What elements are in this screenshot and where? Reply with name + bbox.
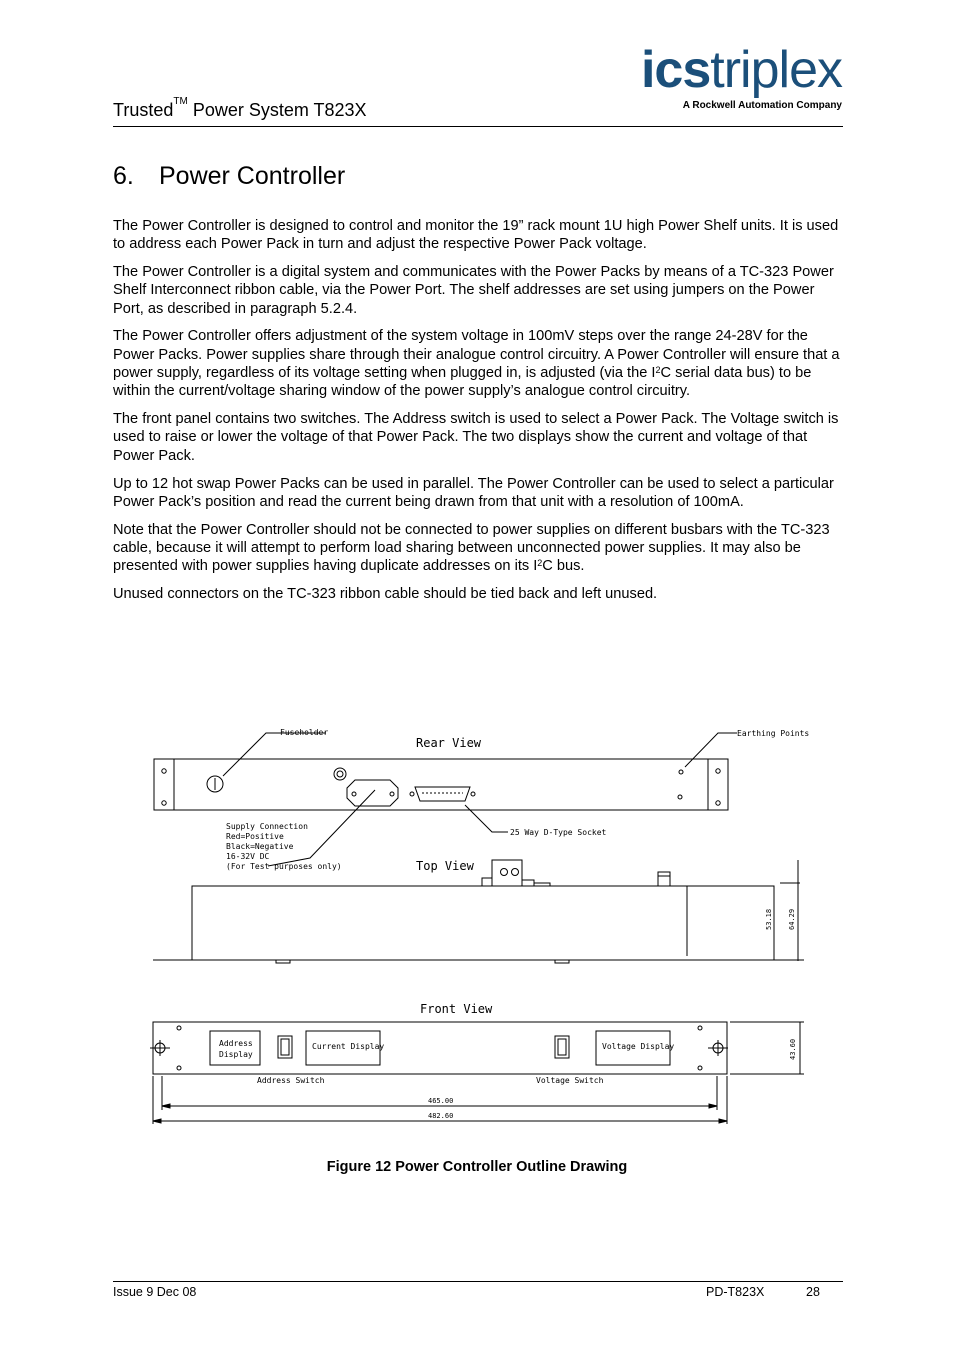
supply-label-line-4: 16-32V DC — [226, 852, 270, 861]
header-divider — [113, 126, 843, 127]
dtype-socket-icon — [410, 787, 475, 801]
top-view-dimension-1: 53.18 — [765, 908, 773, 930]
supply-label-line-3: Black=Negative — [226, 842, 294, 851]
fuseholder-label: Fuseholder — [280, 728, 329, 737]
paragraph-3 — [113, 327, 845, 400]
paragraph-3-part-b: C serial data bus) to be within the current/voltage sharing window of the power supply’s analogue control circuitry. — [113, 365, 812, 400]
width-dimension-inner: 465.00 — [428, 1097, 454, 1105]
trademark-mark: TM — [173, 96, 188, 107]
voltage-switch-label: Voltage Switch — [536, 1076, 604, 1085]
logo-wordmark — [612, 41, 842, 99]
supply-label-line-1: Supply Connection — [226, 822, 308, 831]
terminal-icon — [334, 768, 346, 780]
address-switch-label: Address Switch — [257, 1076, 325, 1085]
dtype-socket-label: 25 Way D-Type Socket — [510, 828, 607, 837]
logo-light: triplex — [710, 41, 842, 99]
earthing-point-icon — [679, 770, 683, 774]
current-display-label: Current Display — [312, 1042, 385, 1051]
paragraph-4: The front panel contains two switches. The Address switch is used to select a Power Pack. The Voltage switch is used to raise or lower the voltage of that Power Pack. The two displays show the current and voltage of that Power Pack. — [113, 411, 839, 464]
top-view-title: Top View — [416, 859, 474, 873]
width-dimension-outer: 482.60 — [428, 1112, 454, 1120]
logo-bold: ics — [640, 41, 711, 99]
paragraph-5: Up to 12 hot swap Power Packs can be used in parallel. The Power Controller can be used to select a particular Power Pack’s position and read the current being drawn from that unit with a resolution of 100mA. — [113, 475, 834, 510]
earthing-points-label: Earthing Points — [737, 729, 810, 738]
top-view-dimension-2: 64.29 — [788, 908, 796, 930]
superscript: 2 — [537, 558, 543, 569]
title-suffix: Power System T823X — [187, 100, 367, 120]
footer-page-number: 28 — [806, 1285, 820, 1299]
front-view-title: Front View — [420, 1002, 493, 1016]
height-dimension: 43.60 — [789, 1038, 797, 1060]
footer-document-id: PD-T823X — [706, 1285, 765, 1299]
paragraph-3-part-a: The Power Controller offers adjustment of the system voltage in 100mV steps over the range 24-28V for the Power Packs. Power supplies share through their analogue control circuitry. A Power Controller will ensure that a power supply, regardless of its voltage setting when plugged in, is adjusted (via the I — [113, 328, 840, 382]
address-display — [210, 1031, 260, 1065]
voltage-display-label: Voltage Display — [602, 1042, 675, 1051]
fuseholder-icon — [207, 776, 223, 792]
address-display-label-2: Display — [219, 1050, 253, 1059]
section-heading — [113, 162, 345, 191]
superscript: 2 — [655, 365, 661, 376]
paragraph-6-part-a: Note that the Power Controller should not be connected to power supplies on different busbars with the TC-323 cable, because it will attempt to perform load sharing between unconnected power supplies. It may also be presented with power supplies having duplicate addresses on its I — [113, 521, 830, 575]
body-text — [113, 217, 845, 613]
rear-panel — [154, 759, 728, 810]
footer-issue: Issue 9 Dec 08 — [113, 1285, 197, 1299]
document-title — [113, 96, 367, 121]
title-prefix: Trusted — [113, 100, 174, 120]
section-title: Power Controller — [159, 162, 346, 190]
address-display-label-1: Address — [219, 1039, 253, 1048]
paragraph-6 — [113, 521, 845, 576]
footer-divider — [113, 1281, 843, 1282]
section-number: 6. — [113, 162, 134, 190]
paragraph-6-part-b: C bus. — [542, 558, 585, 575]
paragraph-2: The Power Controller is a digital system and communicates with the Power Packs by means of a TC-323 Power Shelf Interconnect ribbon cable, via the Power Port. The shelf addresses are set using jumpers on the Power Port, as described in paragraph 5.2.4. — [113, 264, 834, 317]
paragraph-1: The Power Controller is designed to control and monitor the 19” rack mount 1U high Power Shelf units. It is used to address each Power Pack in turn and adjust the respective Power Pack voltage. — [113, 218, 839, 253]
outline-drawing — [140, 718, 820, 1138]
company-logo — [612, 41, 842, 111]
supply-label-line-5: (For Test purposes only) — [226, 862, 342, 871]
logo-tagline: A Rockwell Automation Company — [682, 100, 842, 111]
figure-caption: Figure 12 Power Controller Outline Drawing — [326, 1159, 628, 1175]
paragraph-7: Unused connectors on the TC-323 ribbon cable should be tied back and left unused. — [113, 586, 658, 603]
rear-view-title: Rear View — [416, 736, 482, 750]
supply-label-line-2: Red=Positive — [226, 832, 284, 841]
